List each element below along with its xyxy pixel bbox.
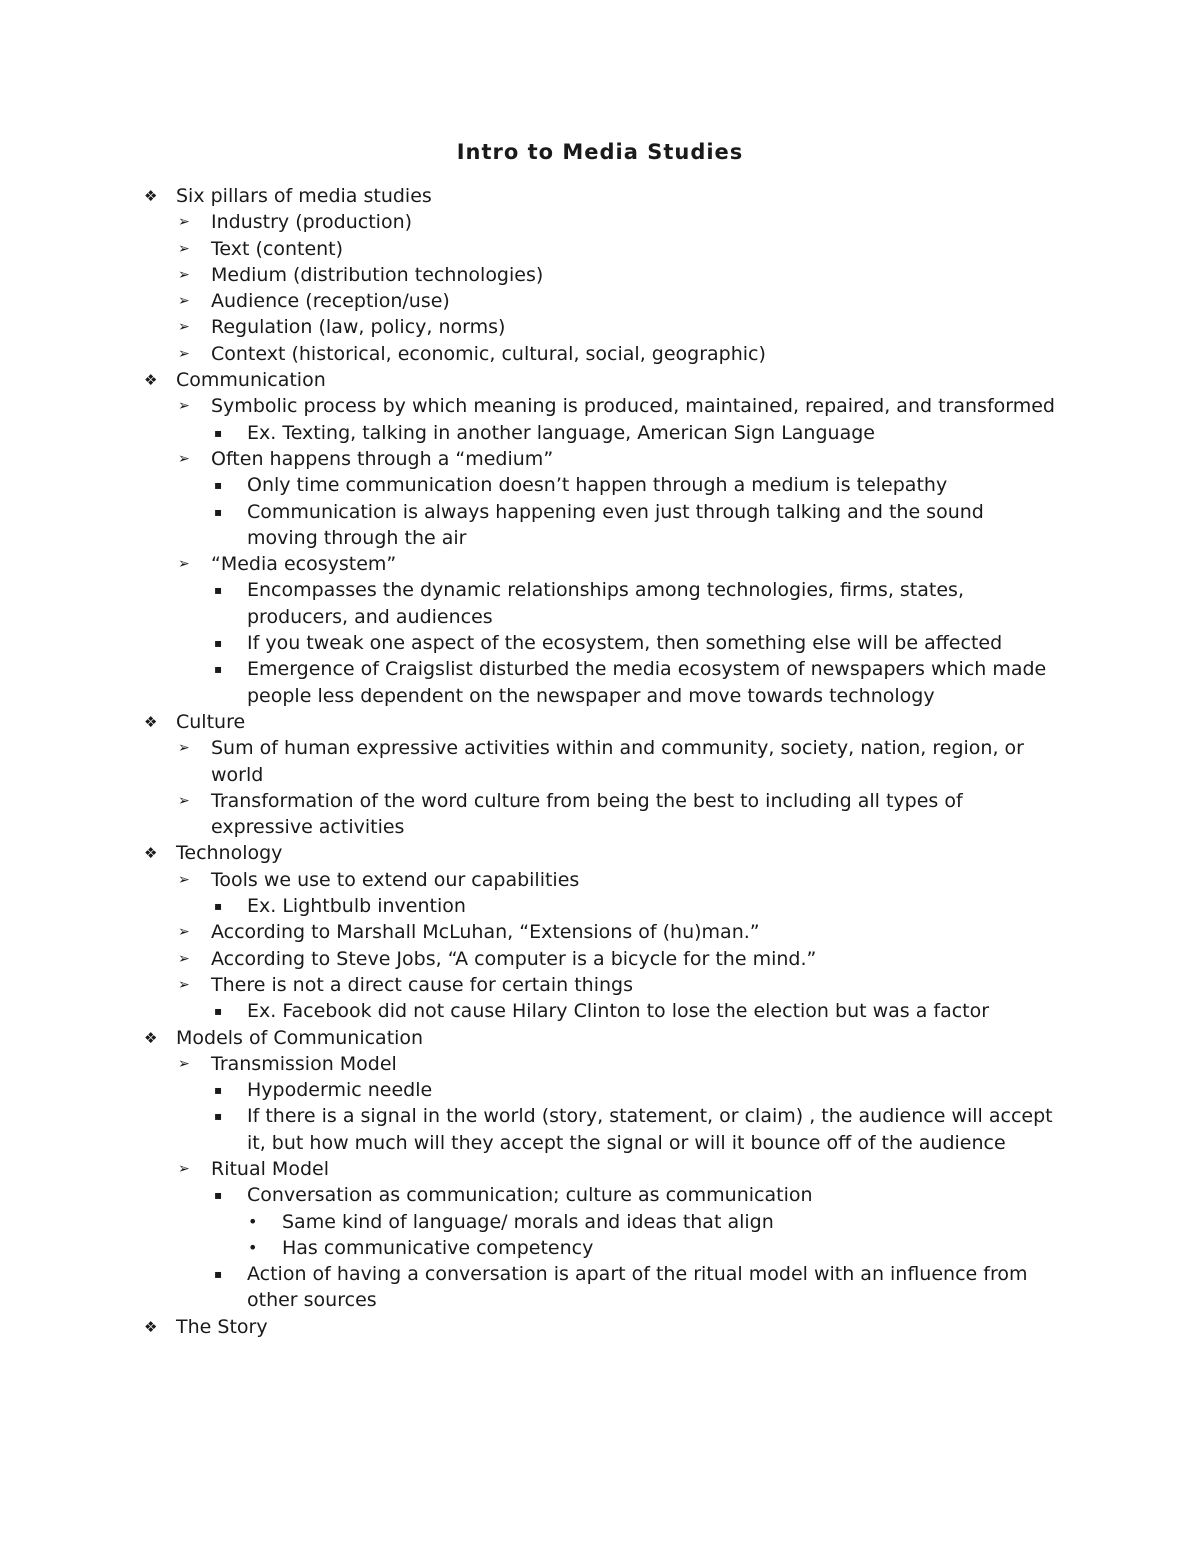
- arrow-bullet-icon: ➢: [178, 1160, 190, 1177]
- outline-item-text: Ritual Model: [211, 1157, 329, 1180]
- outline-item-level-2: [140, 236, 1060, 262]
- outline-item-text: Six pillars of media studies: [176, 185, 432, 207]
- square-bullet-icon: ▪: [214, 1267, 223, 1282]
- outline-item-level-2: [140, 288, 1060, 314]
- page-title: Intro to Media Studies: [456, 140, 744, 164]
- arrow-bullet-icon: ➢: [178, 266, 190, 283]
- outline-item-level-2: [140, 735, 1060, 788]
- diamond-bullet-icon: ❖: [144, 712, 158, 731]
- outline-item-text: Action of having a conversation is apart of the ritual model with an influence from other sources: [247, 1263, 1028, 1312]
- outline-item-level-3: [140, 630, 1060, 656]
- outline-item-text: Audience (reception/use): [211, 290, 450, 313]
- square-bullet-icon: ▪: [214, 1083, 223, 1098]
- outline-item-text: Ex. Lightbulb invention: [247, 895, 466, 918]
- outline-item-text: Only time communication doesn’t happen through a medium is telepathy: [247, 474, 948, 497]
- arrow-bullet-icon: ➢: [178, 450, 190, 467]
- outline-item-level-1: [140, 1314, 1060, 1340]
- arrow-bullet-icon: ➢: [178, 214, 190, 231]
- square-bullet-icon: ▪: [214, 1109, 223, 1124]
- outline-item-text: Text (content): [211, 237, 344, 260]
- outline-item-level-3: [140, 1261, 1060, 1314]
- outline-item-text: Emergence of Craigslist disturbed the media ecosystem of newspapers which made people less dependent on the newspaper and move towards technology: [247, 658, 1047, 707]
- outline-item-text: Same kind of language/ morals and ideas that align: [282, 1210, 774, 1233]
- outline-item-text: Culture: [176, 710, 246, 733]
- dot-bullet-icon: •: [248, 1237, 258, 1257]
- arrow-bullet-icon: ➢: [178, 871, 190, 888]
- outline-item-level-2: [140, 262, 1060, 288]
- outline-item-level-1: [140, 367, 1060, 393]
- arrow-bullet-icon: ➢: [178, 319, 190, 336]
- outline-item-level-1: [140, 709, 1060, 735]
- outline-item-text: Transformation of the word culture from being the best to including all types of expressive activities: [211, 789, 963, 839]
- arrow-bullet-icon: ➢: [178, 345, 190, 362]
- outline-item-text: There is not a direct cause for certain things: [211, 973, 633, 996]
- outline-item-level-3: [140, 1103, 1060, 1156]
- outline-item-text: Context (historical, economic, cultural, social, geographic): [211, 342, 766, 365]
- arrow-bullet-icon: ➢: [178, 976, 190, 993]
- outline-item-text: Symbolic process by which meaning is produced, maintained, repaired, and transformed: [211, 395, 1055, 418]
- outline-item-text: Tools we use to extend our capabilities: [211, 868, 580, 891]
- outline-item-level-2: [140, 946, 1060, 972]
- diamond-bullet-icon: ❖: [144, 844, 158, 863]
- arrow-bullet-icon: ➢: [178, 1055, 190, 1072]
- outline-item-level-2: [140, 1156, 1060, 1182]
- outline-item-level-3: [140, 420, 1060, 446]
- square-bullet-icon: ▪: [214, 425, 223, 440]
- outline-item-text: Communication: [176, 369, 326, 392]
- outline-item-text: Sum of human expressive activities within and community, society, nation, region, or world: [211, 737, 1024, 786]
- square-bullet-icon: ▪: [214, 636, 223, 651]
- outline-item-level-4: [140, 1209, 1060, 1235]
- outline-item-level-2: [140, 1051, 1060, 1077]
- outline-item-level-2: [140, 867, 1060, 893]
- outline-item-text: Industry (production): [211, 211, 413, 234]
- square-bullet-icon: ▪: [214, 662, 223, 677]
- outline-item-text: Hypodermic needle: [247, 1079, 433, 1102]
- outline-item-level-3: [140, 998, 1060, 1024]
- arrow-bullet-icon: ➢: [178, 240, 190, 257]
- outline-item-level-2: [140, 972, 1060, 998]
- dot-bullet-icon: •: [248, 1211, 258, 1231]
- outline-item-level-2: [140, 209, 1060, 235]
- arrow-bullet-icon: ➢: [178, 398, 190, 415]
- outline-item-level-3: [140, 1077, 1060, 1103]
- outline-item-level-3: [140, 893, 1060, 919]
- arrow-bullet-icon: ➢: [178, 740, 190, 757]
- arrow-bullet-icon: ➢: [178, 950, 190, 967]
- outline-item-level-3: [140, 577, 1060, 630]
- outline-item-text: Communication is always happening even just through talking and the sound moving through the air: [247, 500, 984, 549]
- outline-item-text: According to Steve Jobs, “A computer is a bicycle for the mind.”: [211, 947, 817, 970]
- square-bullet-icon: ▪: [214, 504, 223, 519]
- outline-item-level-2: [140, 393, 1060, 419]
- outline-item-text: The Story: [176, 1315, 268, 1338]
- square-bullet-icon: ▪: [214, 1188, 223, 1203]
- outline-item-text: Regulation (law, policy, norms): [211, 316, 506, 339]
- outline-item-level-2: [140, 341, 1060, 367]
- outline-item-text: Technology: [176, 842, 283, 865]
- outline-item-level-2: [140, 788, 1060, 841]
- outline-item-text: Has communicative competency: [282, 1236, 594, 1259]
- outline-item-text: Conversation as communication; culture as communication: [247, 1184, 813, 1207]
- outline-item-text: Medium (distribution technologies): [211, 263, 544, 286]
- outline-item-level-3: [140, 656, 1060, 709]
- outline-item-level-3: [140, 1182, 1060, 1208]
- outline-item-text: Often happens through a “medium”: [211, 447, 554, 470]
- outline-item-text: Transmission Model: [211, 1052, 397, 1075]
- outline-item-level-1: [140, 840, 1060, 866]
- arrow-bullet-icon: ➢: [178, 792, 190, 809]
- square-bullet-icon: ▪: [214, 583, 223, 598]
- outline-item-level-1: [140, 1025, 1060, 1051]
- outline-item-level-2: [140, 314, 1060, 340]
- arrow-bullet-icon: ➢: [178, 924, 190, 941]
- arrow-bullet-icon: ➢: [178, 556, 190, 573]
- outline-item-text: Ex. Facebook did not cause Hilary Clinton to lose the election but was a factor: [247, 1000, 990, 1023]
- outline-item-text: Models of Communication: [176, 1026, 424, 1049]
- square-bullet-icon: ▪: [214, 1004, 223, 1019]
- diamond-bullet-icon: ❖: [144, 187, 158, 205]
- outline-list: [140, 183, 1060, 1340]
- outline-item-level-2: [140, 551, 1060, 577]
- outline-item-level-2: [140, 919, 1060, 945]
- outline-item-level-4: [140, 1235, 1060, 1261]
- outline-item-text: According to Marshall McLuhan, “Extensions of (hu)man.”: [211, 921, 760, 944]
- diamond-bullet-icon: ❖: [144, 1317, 158, 1336]
- outline-item-text: “Media ecosystem”: [211, 553, 397, 576]
- diamond-bullet-icon: ❖: [144, 1028, 158, 1047]
- outline-item-level-3: [140, 499, 1060, 552]
- outline-item-text: If there is a signal in the world (story, statement, or claim) , the audience will accept it, but how much will they accept the signal or will it bounce off of the audience: [247, 1105, 1053, 1154]
- square-bullet-icon: ▪: [214, 478, 223, 493]
- diamond-bullet-icon: ❖: [144, 371, 158, 390]
- arrow-bullet-icon: ➢: [178, 293, 190, 310]
- outline-item-level-3: [140, 472, 1060, 498]
- outline-item-text: Encompasses the dynamic relationships among technologies, firms, states, producers, and audiences: [247, 579, 964, 628]
- outline-item-text: If you tweak one aspect of the ecosystem, then something else will be affected: [247, 632, 1003, 655]
- outline-item-level-2: [140, 446, 1060, 472]
- square-bullet-icon: ▪: [214, 899, 223, 914]
- outline-item-level-1: [140, 183, 1060, 209]
- outline-item-text: Ex. Texting, talking in another language, American Sign Language: [247, 421, 875, 444]
